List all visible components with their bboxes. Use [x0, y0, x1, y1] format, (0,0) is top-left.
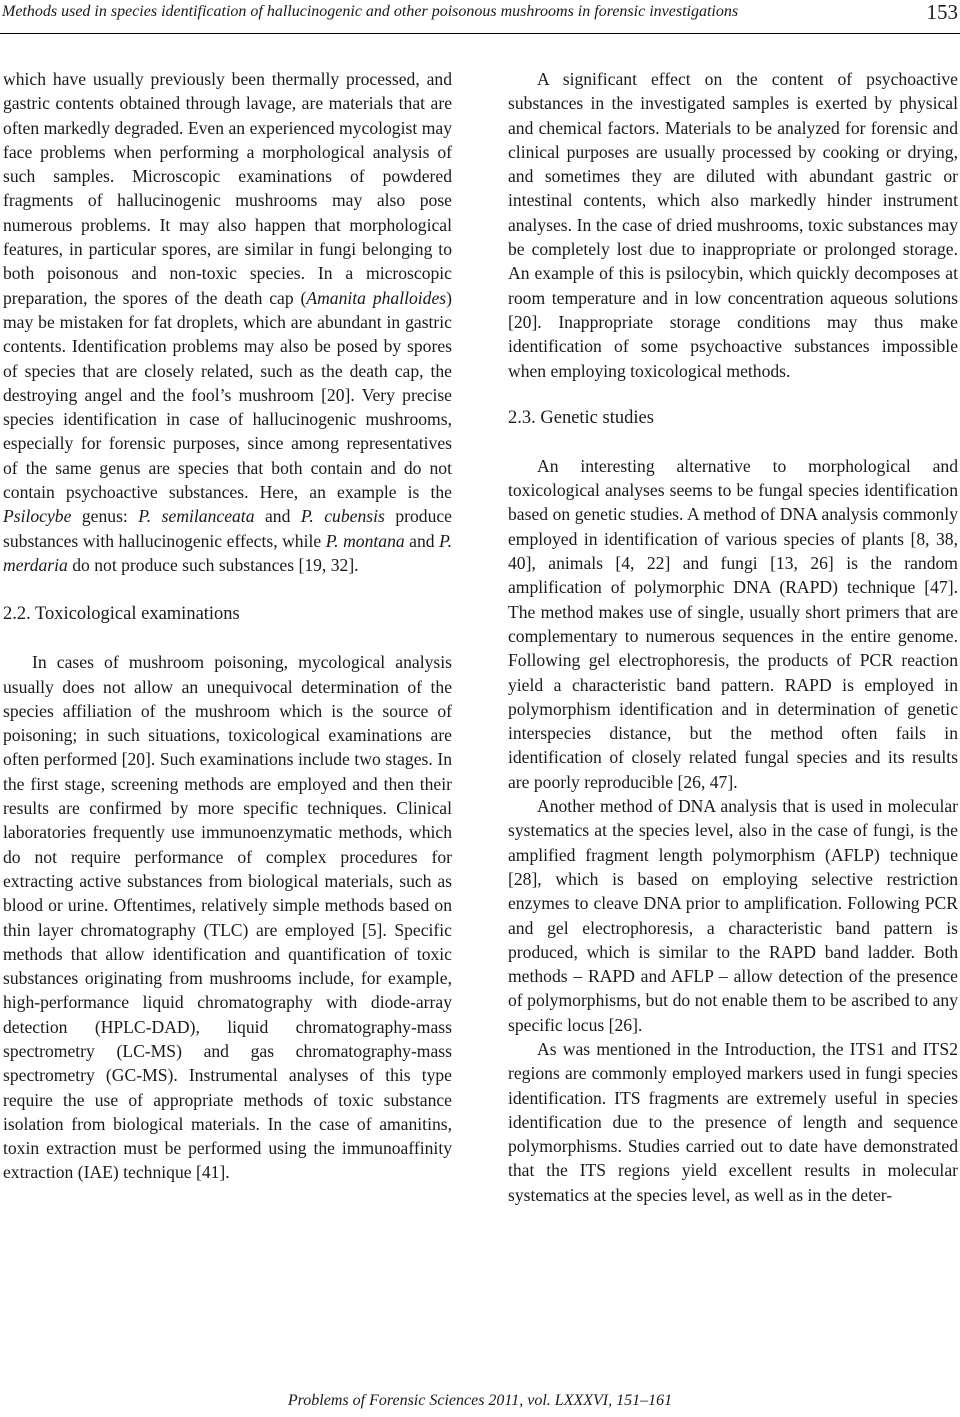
species-name: P. montana: [325, 530, 405, 551]
left-paragraph-2: In cases of mushroom poisoning, mycological analysis usually does not allow an unequivocal determination of the species affiliation of the mushroom which is the source of poisoning; in such situations, toxicological examinations are often performed [20]. Such examinations include two stages. In the first stage, screening methods are employed and then their results are confirmed by more specific techniques. Clinical laboratories frequently use immunoenzymatic methods, which do not require performance of complex procedures for extracting active substances from biological materials, such as blood or urine. Oftentimes, relatively simple methods based on thin layer chromatography (TLC) are employed [5]. Specific methods that allow identification and quantification of toxic substances originating from mushrooms include, for example, high-performance liquid chromatography with diode-array detection (HPLC-DAD), liquid chromatography-mass spectrometry (LC-MS) and gas chromatography-mass spectrometry (GC-MS). Instrumental analyses of this type require the use of appropriate methods of toxic substance isolation from biological materials. In the case of amanitins, toxin extraction must be performed using the immunoaffinity extraction (IAE) technique [41].: [3, 652, 452, 1183]
species-name: P. semilanceata: [138, 506, 255, 527]
section-heading-genetic: 2.3. Genetic studies: [508, 407, 654, 428]
section-heading-toxicological: 2.2. Toxicological examinations: [3, 604, 240, 625]
species-name: Amanita phalloides: [306, 287, 447, 308]
running-header: [0, 0, 960, 34]
genus-name: Psilocybe: [3, 506, 72, 527]
right-paragraph-4: As was mentioned in the Introduction, the ITS1 and ITS2 regions are commonly employed markers used in fungi species identification. ITS fragments are extremely useful in species identification due to the presence of length and sequence polymorphisms. Studies carried out to date have demonstrated that the ITS regions yield excellent results in molecular systematics at the species level, as well as in the deter-: [508, 1038, 958, 1205]
right-paragraph-3: Another method of DNA analysis that is used in molecular systematics at the species level, also in the case of fungi, is the amplified fragment length polymorphism (AFLP) technique [28], which is based on employing selective restriction enzymes to cleave DNA prior to amplification. Following PCR and gel electrophoresis, a characteristic band pattern is produced, which is similar to the RAPD band ladder. Both methods – RAPD and AFLP – allow detection of the presence of polymorphisms, but do not enable them to be ascribed to any specific locus [26].: [508, 796, 958, 1035]
species-name: P. cubensis: [300, 506, 385, 527]
left-paragraph-1: which have usually previously been thermally processed, and gastric contents obtained through lavage, are materials that are often markedly degraded. Even an experienced mycologist may face problems when performing a morphological analysis of such samples. Microscopic examinations of powdered fragments of hallucinogenic mushrooms may also pose numerous problems. It may also happen that morphological features, in particular spores, are similar in fungi belonging to both poisonous and non-toxic species. In a microscopic preparation, the spores of the death cap (Amanita phalloides) may be mistaken for fat droplets, which are abundant in gastric contents. Identification problems may also be posed by spores of species that are closely related, such as the death cap, the destroying angel and the fool’s mushroom [20]. Very precise species identification in case of hallucinogenic mushrooms, especially for forensic purposes, since among representatives of the same genus are species that both contain and do not contain psychoactive substances. Here, an example is the Psilocybe genus: P. semilanceata and P. cubensis produce substances with hallucinogenic effects, while P. montana and P. merdaria do not produce such substances [19, 32].: [3, 69, 452, 575]
right-column: [508, 67, 958, 1207]
page-number: 153: [926, 0, 958, 24]
right-paragraph-1: A significant effect on the content of psychoactive substances in the investigated samples is exerted by physical and chemical factors. Materials to be analyzed for forensic and clinical purposes are usually processed by cooking or drying, and sometimes they are diluted with abundant gastric or intestinal contents, which also markedly hinder instrument analyses. In the case of dried mushrooms, toxic substances may be completely lost due to inappropriate or prolonged storage. An example of this is psilocybin, which quickly decomposes at room temperature and in low concentration aqueous solutions [20]. Inappropriate storage conditions may thus make identification of some psychoactive substances impossible when employing toxicological methods.: [508, 69, 958, 381]
species-name: P. merdaria: [3, 530, 452, 575]
right-paragraph-2: An interesting alternative to morphological and toxicological analyses seems to be fungal species identification based on genetic studies. A method of DNA analysis commonly employed in identification of various species of plants [8, 38, 40], animals [4, 22] and fungi [13, 26] is the random amplification of polymorphic DNA (RAPD) technique [47]. The method makes use of single, usually short primers that are complementary to numerous sequences in the entire genome. Following gel electrophoresis, the products of PCR reaction yield a characteristic band pattern. RAPD is employed in polymorphism identification and in determination of genetic interspecies distance, but the method often fails in identification of closely related fungal species and its results are poorly reproducible [26, 47].: [508, 455, 958, 792]
running-title: Methods used in species identification of hallucinogenic and other poisonous mushrooms in forensic investigations: [2, 3, 739, 20]
journal-footer: Problems of Forensic Sciences 2011, vol. LXXXVI, 151–161: [287, 1392, 673, 1409]
left-column: [3, 67, 452, 1185]
